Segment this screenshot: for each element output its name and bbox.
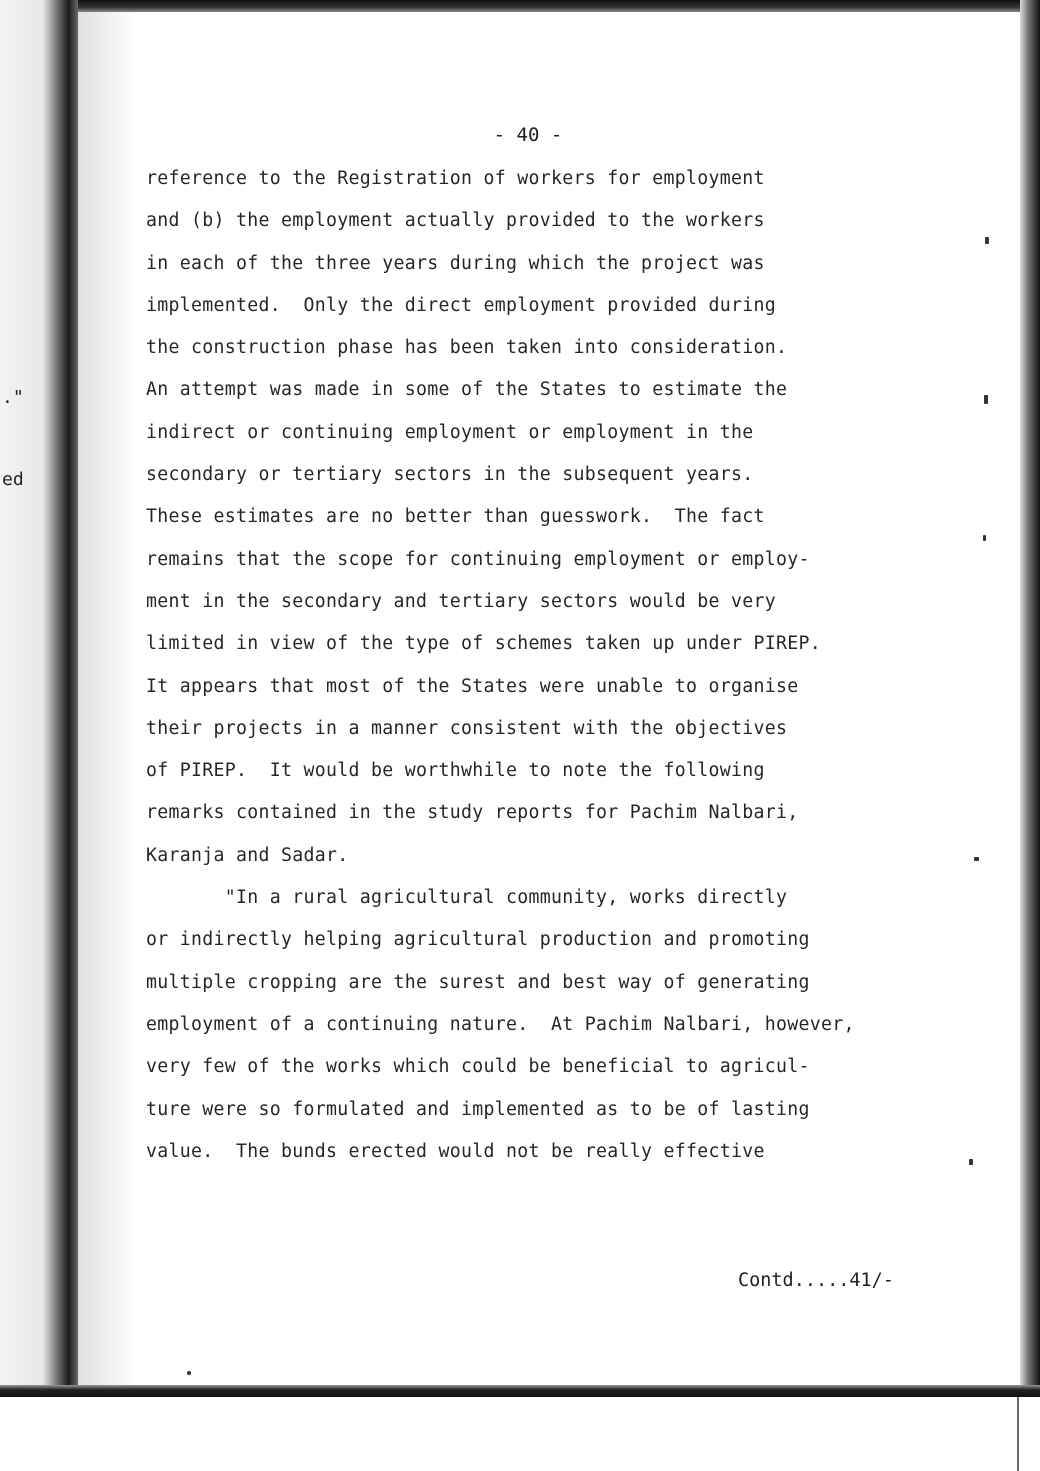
text-line: An attempt was made in some of the States to estimate the [146,379,788,401]
page-number: - 40 - [493,124,563,146]
text-line: or indirectly helping agricultural production and promoting [146,929,810,951]
scan-speck [984,395,988,404]
scan-right-line [1017,1397,1019,1471]
text-line: multiple cropping are the surest and best way of generating [146,971,810,993]
scan-bottom-margin [0,1397,1040,1471]
text-line: in each of the three years during which the project was [146,252,765,274]
text-line: reference to the Registration of workers for employment [146,168,765,189]
text-line: their projects in a manner consistent with the objectives [146,717,788,739]
scan-speck [983,535,986,541]
text-line: indirect or continuing employment or employment in the [146,421,754,443]
scan-border-bottom [0,1385,1040,1397]
text-line: employment of a continuing nature. At Pachim Nalbari, however, [146,1013,855,1035]
text-line: remains that the scope for continuing employment or employ- [146,548,810,570]
text-line: ture were so formulated and implemented as to be of lasting [146,1098,810,1120]
scan-speck [969,1159,973,1165]
text-line: of PIREP. It would be worthwhile to note the following [146,760,765,782]
margin-fragment: ed [2,469,24,490]
continuation-note: Contd.....41/- [738,1270,894,1291]
margin-fragment: ." [2,387,24,408]
text-line: value. The bunds erected would not be really effective [146,1140,765,1162]
text-line: and (b) the employment actually provided to the workers [146,210,765,232]
text-line: Karanja and Sadar. [146,844,349,866]
text-line: It appears that most of the States were unable to organise [146,675,799,697]
text-line: very few of the works which could be beneficial to agricul- [146,1056,810,1078]
text-line: "In a rural agricultural community, works directly [146,887,788,909]
text-line: limited in view of the type of schemes taken up under PIREP. [146,633,821,655]
document-page [78,12,1020,1385]
body-text [146,164,956,1179]
text-line: ment in the secondary and tertiary sectors would be very [146,590,776,612]
text-line: implemented. Only the direct employment provided during [146,294,776,316]
text-line: These estimates are no better than guesswork. The fact [146,506,765,528]
text-line: remarks contained in the study reports for Pachim Nalbari, [146,802,799,824]
text-line: secondary or tertiary sectors in the subsequent years. [146,464,754,486]
scan-speck [985,237,989,244]
scan-speck [974,857,979,861]
scan-speck [187,1371,191,1375]
text-line: the construction phase has been taken into consideration. [146,337,788,359]
scan-border-right [1020,0,1040,1400]
scan-border-top [0,0,1040,12]
scan-border-left [0,0,78,1400]
